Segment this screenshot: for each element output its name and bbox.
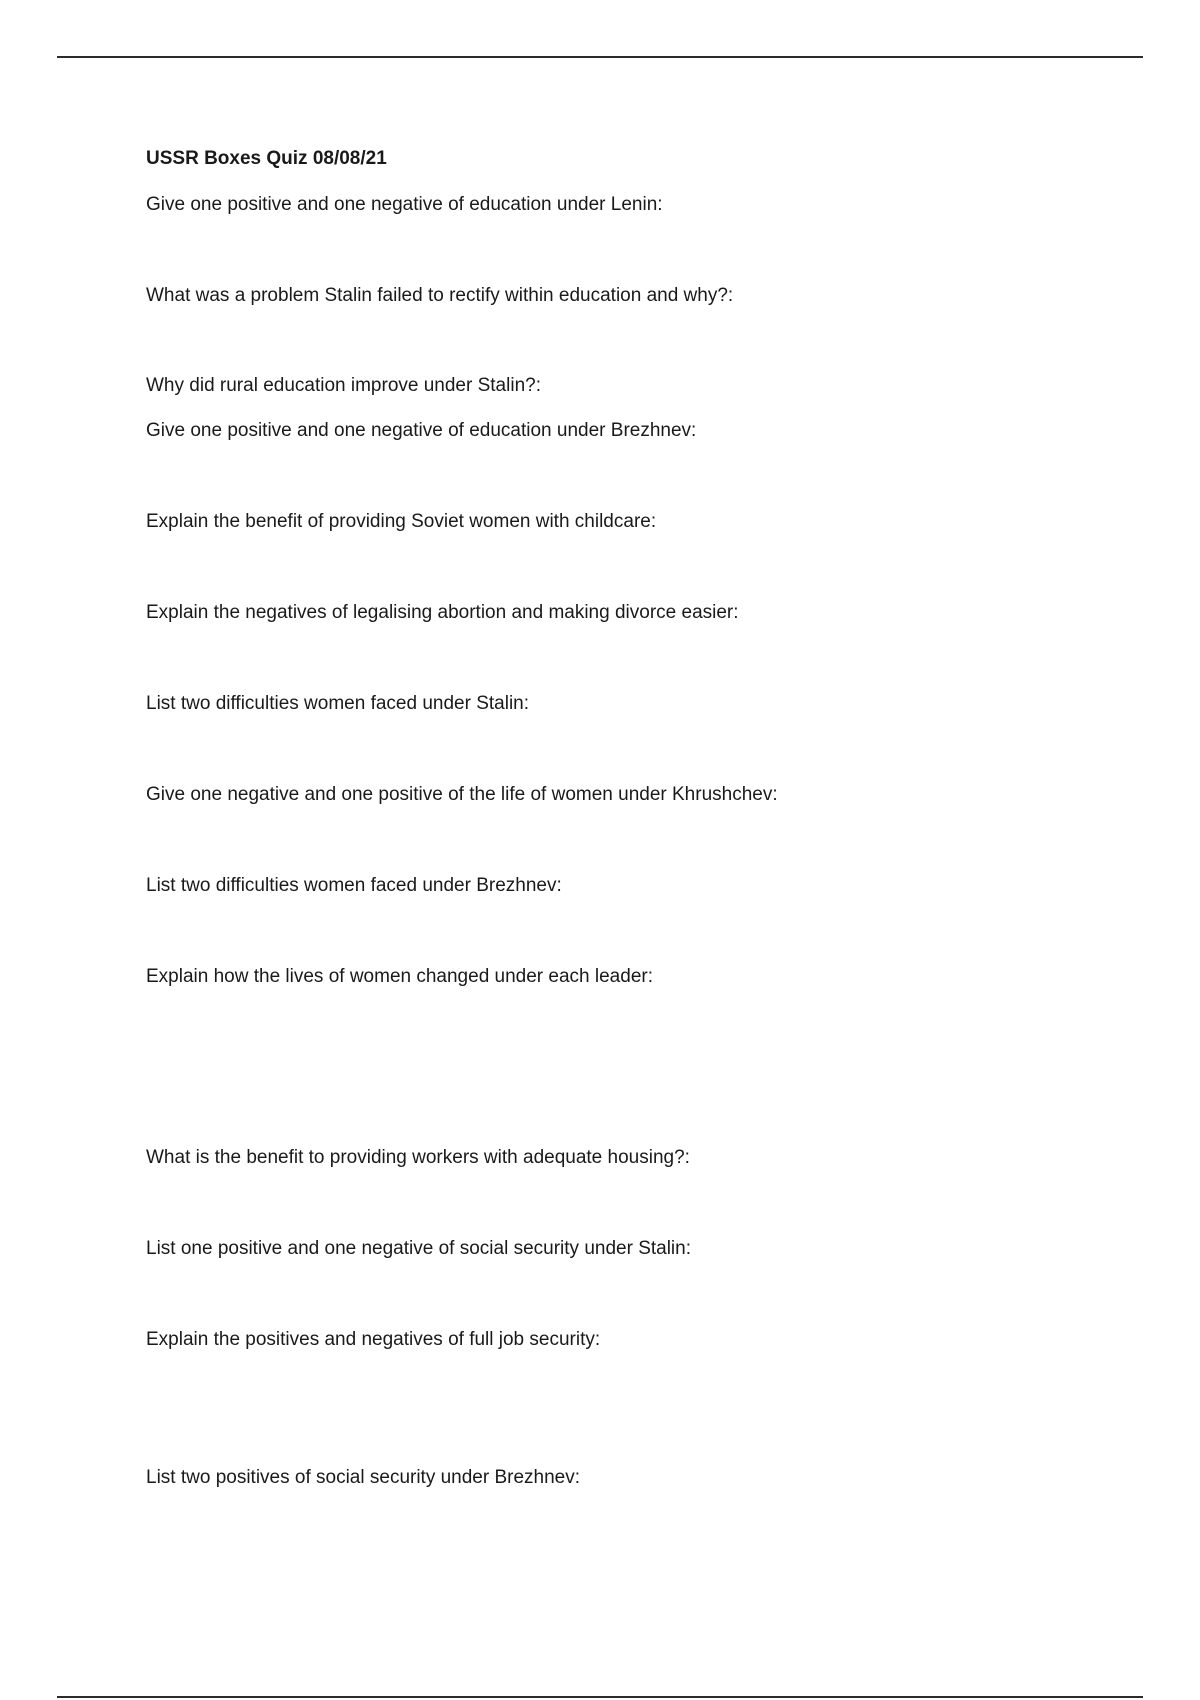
document-title: USSR Boxes Quiz 08/08/21 bbox=[146, 148, 387, 169]
question-1: Give one positive and one negative of education under Lenin: bbox=[146, 194, 663, 215]
question-8: Give one negative and one positive of the life of women under Khrushchev: bbox=[146, 784, 778, 805]
question-11: What is the benefit to providing workers with adequate housing?: bbox=[146, 1147, 690, 1168]
question-13: Explain the positives and negatives of full job security: bbox=[146, 1329, 601, 1350]
question-3: Why did rural education improve under Stalin?: bbox=[146, 375, 541, 396]
question-6: Explain the negatives of legalising abortion and making divorce easier: bbox=[146, 602, 739, 623]
question-9: List two difficulties women faced under Brezhnev: bbox=[146, 875, 562, 896]
question-7: List two difficulties women faced under Stalin: bbox=[146, 693, 530, 714]
question-14: List two positives of social security under Brezhnev: bbox=[146, 1467, 581, 1488]
question-4: Give one positive and one negative of education under Brezhnev: bbox=[146, 420, 697, 441]
question-2: What was a problem Stalin failed to rectify within education and why?: bbox=[146, 285, 734, 306]
header-rule bbox=[57, 56, 1143, 58]
question-10: Explain how the lives of women changed under each leader: bbox=[146, 966, 653, 987]
question-5: Explain the benefit of providing Soviet women with childcare: bbox=[146, 511, 657, 532]
question-12: List one positive and one negative of social security under Stalin: bbox=[146, 1238, 691, 1259]
footer-rule bbox=[57, 1696, 1143, 1698]
